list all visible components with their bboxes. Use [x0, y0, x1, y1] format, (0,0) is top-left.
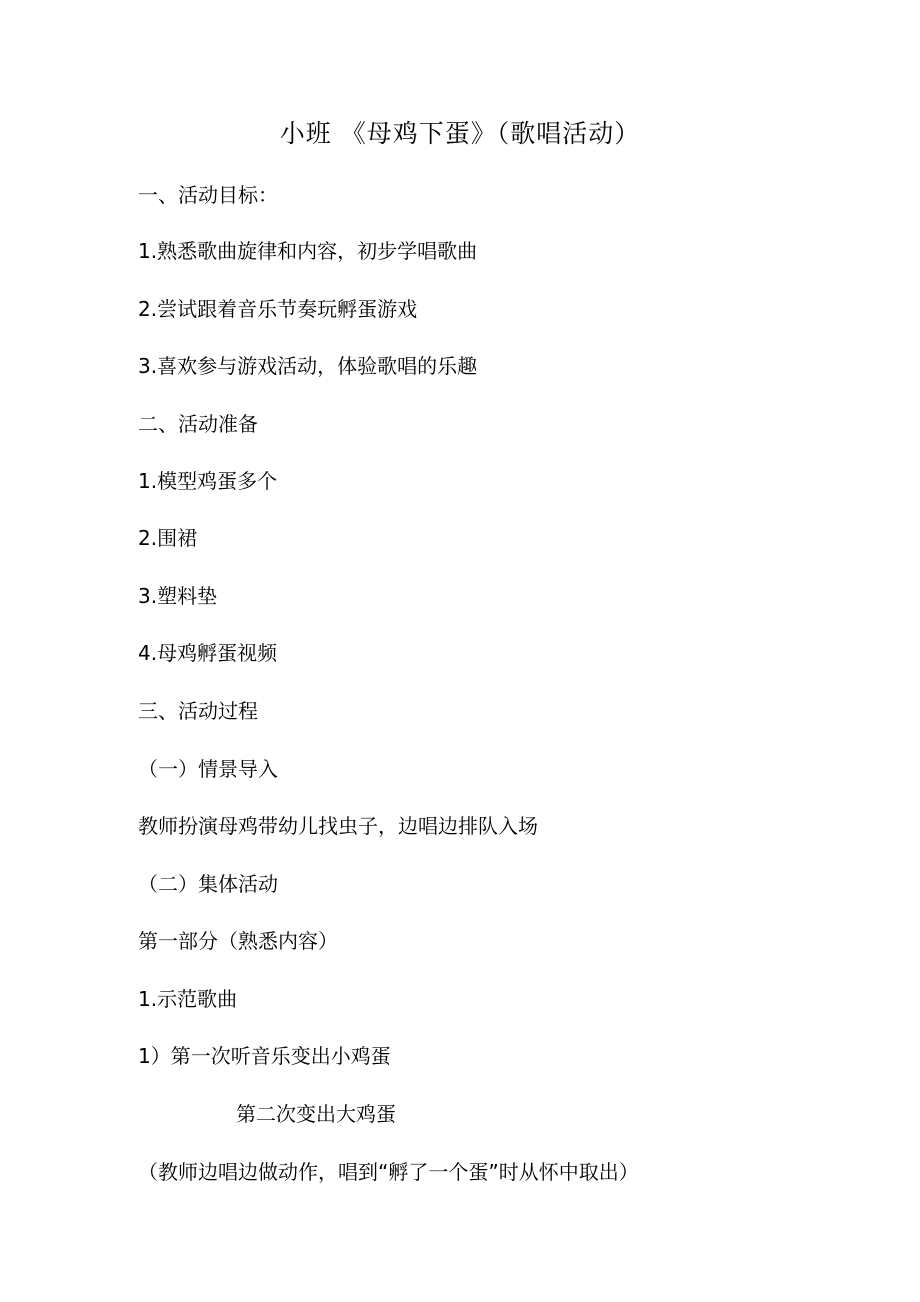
- subsection-intro: （一）情景导入: [138, 757, 278, 781]
- part-one-heading: 第一部分（熟悉内容）: [138, 929, 338, 953]
- goal-item-3: 3.喜欢参与游戏活动，体验歌唱的乐趣: [138, 354, 478, 378]
- subsection-group-activity: （二）集体活动: [138, 872, 278, 896]
- section-heading-process: 三、活动过程: [138, 699, 258, 723]
- step-demonstrate-song: 1.示范歌曲: [138, 987, 238, 1011]
- preparation-item-2: 2.围裙: [138, 526, 198, 550]
- preparation-item-1: 1.模型鸡蛋多个: [138, 469, 278, 493]
- preparation-item-3: 3.塑料垫: [138, 584, 218, 608]
- preparation-item-4: 4.母鸡孵蛋视频: [138, 641, 278, 665]
- step-first-listen: 1）第一次听音乐变出小鸡蛋: [138, 1044, 391, 1068]
- section-heading-preparation: 二、活动准备: [138, 412, 258, 436]
- goal-item-2: 2.尝试跟着音乐节奏玩孵蛋游戏: [138, 297, 418, 321]
- intro-paragraph: 教师扮演母鸡带幼儿找虫子，边唱边排队入场: [138, 814, 538, 838]
- document-title: 小班 《母鸡下蛋》（歌唱活动）: [279, 119, 641, 148]
- goal-item-1: 1.熟悉歌曲旋律和内容，初步学唱歌曲: [138, 239, 478, 263]
- step-second-listen: 第二次变出大鸡蛋: [236, 1102, 396, 1126]
- teacher-note: （教师边唱边做动作，唱到“孵了一个蛋”时从怀中取出）: [138, 1160, 639, 1184]
- section-heading-goals: 一、活动目标：: [138, 183, 278, 207]
